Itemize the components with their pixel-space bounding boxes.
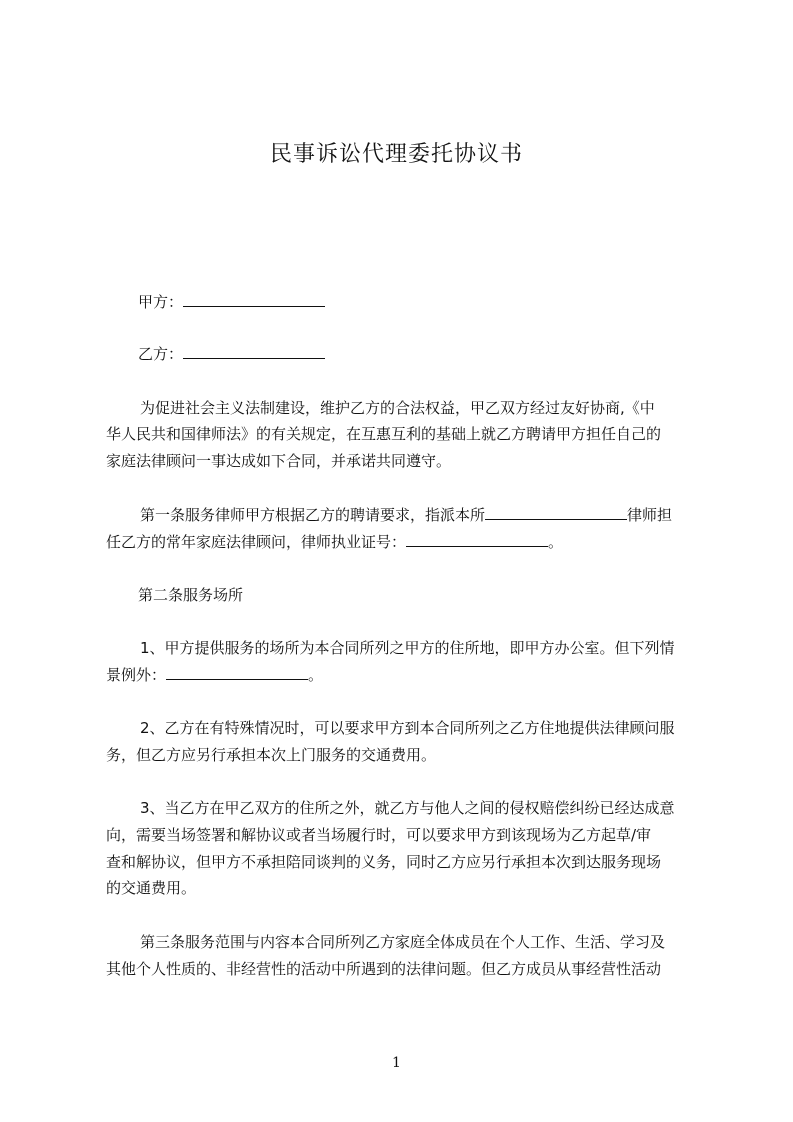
article1-text-1b: 律师担 [627,506,673,524]
item3-line-1: 3、当乙方在甲乙双方的住所之外，就乙方与他人之间的侵权赔偿纠纷已经达成意 [140,799,675,817]
article1-line-2 [106,532,563,552]
preamble-line-1: 为促进社会主义法制建设，维护乙方的合法权益，甲乙双方经过友好协商,《中 [140,399,655,417]
page-number: 1 [392,1055,401,1071]
item3-line-2: 向，需要当场签署和解协议或者当场履行时，可以要求甲方到该现场为乙方起草/审 [106,826,652,844]
item1-line-2 [106,665,323,685]
article1-line-1 [140,505,672,525]
item1-line-1: 1、甲方提供服务的场所为本合同所列之甲方的住所地，即甲方办公室。但下列情 [140,639,675,657]
document-title: 民事诉讼代理委托协议书 [269,142,523,167]
party-b-label: 乙方： [138,345,184,363]
article2-heading: 第二条服务场所 [138,586,244,604]
lawyer-name-blank [485,505,627,520]
item2-line-2: 务，但乙方应另行承担本次上门服务的交通费用。 [106,746,437,764]
party-b-line [138,344,325,364]
party-b-blank [183,344,325,359]
party-a-line [138,292,325,312]
preamble-line-2: 华人民共和国律师法》的有关规定，在互惠互利的基础上就乙方聘请甲方担任自己的 [106,425,662,443]
preamble-line-3: 家庭法律顾问一事达成如下合同，并承诺共同遵守。 [106,452,452,470]
item3-line-3: 查和解协议，但甲方不承担陪同谈判的义务，同时乙方应另行承担本次到达服务现场 [106,853,662,871]
item3-line-4: 的交通费用。 [106,879,197,897]
article1-text-1: 第一条服务律师甲方根据乙方的聘请要求，指派本所 [140,506,486,524]
item1-text-2: 景例外： [106,666,167,684]
party-a-label: 甲方： [138,293,184,311]
party-a-blank [183,292,325,307]
item2-line-1: 2、乙方在有特殊情况时，可以要求甲方到本合同所列之乙方住地提供法律顾问服 [140,719,675,737]
exception-blank [166,665,308,680]
item1-text-2b: 。 [308,666,324,684]
article1-text-2: 任乙方的常年家庭法律顾问，律师执业证号： [106,533,407,551]
article3-line-1: 第三条服务范围与内容本合同所列乙方家庭全体成员在个人工作、生活、学习及 [140,933,666,951]
article1-text-2b: 。 [548,533,564,551]
license-number-blank [406,532,548,547]
article3-line-2: 其他个人性质的、非经营性的活动中所遇到的法律问题。但乙方成员从事经营性活动 [106,960,662,978]
